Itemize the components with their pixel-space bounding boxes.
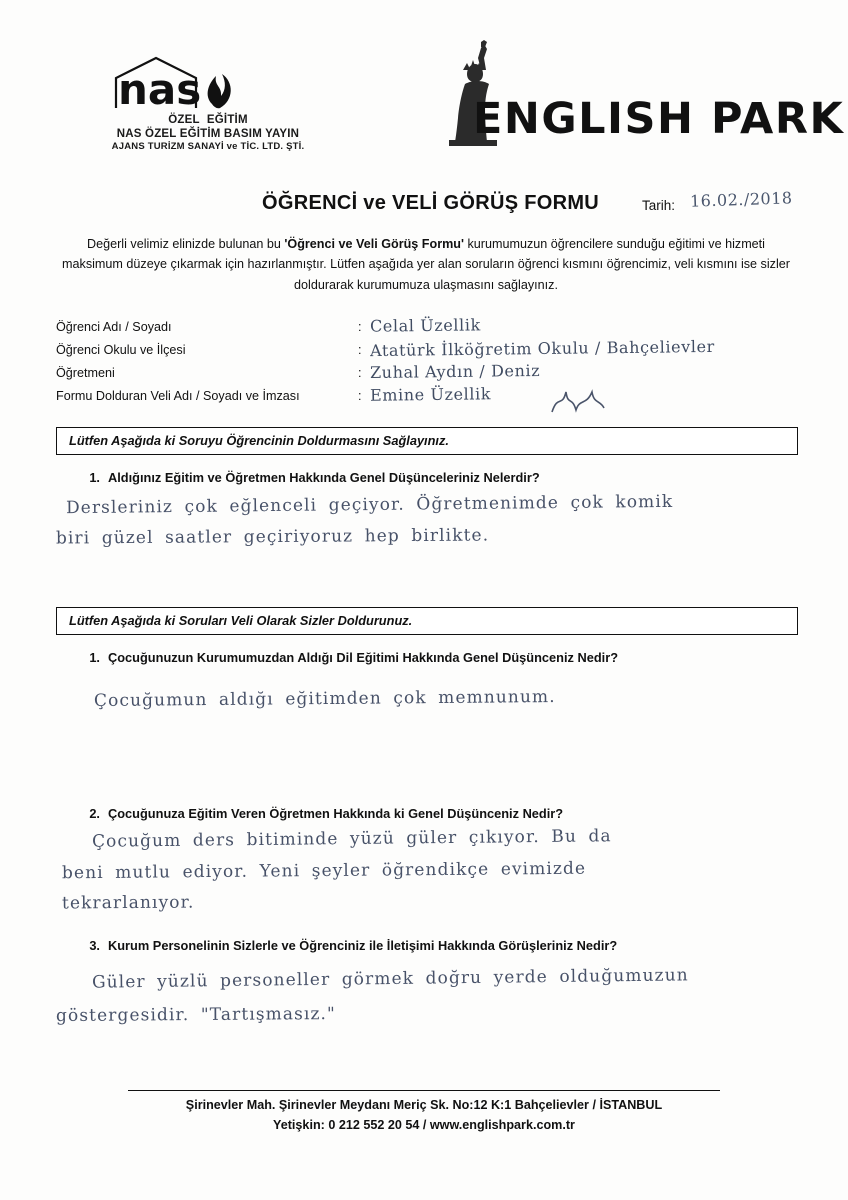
answer-parent-2-line-3: tekrarlanıyor. bbox=[61, 892, 195, 914]
footer-divider bbox=[128, 1090, 720, 1091]
date-label: Tarih: bbox=[642, 198, 676, 213]
answer-parent-2-line-2: beni mutlu ediyor. Yeni şeyler öğrendikçe evimizde bbox=[61, 858, 587, 884]
document-header bbox=[0, 42, 848, 172]
title-row bbox=[0, 188, 848, 226]
question-text: Kurum Personelinin Sizlerle ve Öğrenciniz ile İletişimi Hakkında Görüşleriniz Nedir? bbox=[108, 938, 618, 953]
answer-parent-2-line-1: Çocuğum ders bitiminde yüzü güler çıkıyor. Bu da bbox=[91, 826, 612, 852]
field-row bbox=[56, 384, 796, 408]
field-label-parent: Formu Dolduran Veli Adı / Soyadı ve İmzası bbox=[56, 389, 300, 403]
nas-logo bbox=[88, 52, 328, 152]
english-park-wordmark: ENGLISH PARK bbox=[473, 94, 845, 144]
field-row bbox=[56, 315, 796, 339]
field-value-parent: Emine Üzellik bbox=[369, 384, 492, 405]
nas-logo-sub-ozel: ÖZEL bbox=[168, 114, 200, 126]
intro-part-2: kurumumuzun öğrencilere sunduğu eğitimi ve hizmeti maksimum düzeye çıkarmak için hazırlanmıştır. Lütfen aşağıda yer alan soruların öğrenci kısmını öğrencimiz, veli kısmını ise sizler doldurarak kurumumuza ulaşmasını sağlayınız. bbox=[62, 237, 790, 292]
field-label-teacher: Öğretmeni bbox=[56, 366, 115, 380]
field-label-student-school: Öğrenci Okulu ve İlçesi bbox=[56, 343, 186, 357]
section-bar-student-label: Lütfen Aşağıda ki Soruyu Öğrencinin Doldurmasını Sağlayınız. bbox=[69, 433, 449, 448]
footer-contact: Yetişkin: 0 212 552 20 54 / www.englishpark.com.tr bbox=[273, 1118, 575, 1132]
field-row bbox=[56, 360, 796, 385]
field-row bbox=[56, 336, 796, 362]
question-text: Aldığınız Eğitim ve Öğretmen Hakkında Genel Düşünceleriniz Nelerdir? bbox=[108, 470, 540, 485]
english-park-logo bbox=[415, 42, 845, 172]
date-value-handwritten: 16.02./2018 bbox=[689, 188, 793, 211]
answer-student-1-line-1: Dersleriniz çok eğlenceli geçiyor. Öğretmenimde çok komik bbox=[65, 491, 674, 519]
field-value-teacher: Zuhal Aydın / Deniz bbox=[369, 360, 541, 383]
nas-company-line-1: NAS ÖZEL EĞİTİM BASIM YAYIN bbox=[116, 128, 300, 140]
question-number: 1. bbox=[89, 470, 100, 485]
answer-parent-3-line-1: Güler yüzlü personeller görmek doğru yerde olduğumuzun bbox=[91, 965, 689, 993]
field-label-student-name: Öğrenci Adı / Soyadı bbox=[56, 320, 172, 334]
question-number: 2. bbox=[89, 806, 100, 821]
parent-signature bbox=[548, 386, 608, 416]
page-title: ÖĞRENCİ ve VELİ GÖRÜŞ FORMU bbox=[262, 192, 600, 214]
nas-house-flame-icon bbox=[108, 52, 308, 118]
question-text: Çocuğunuzun Kurumumuzdan Aldığı Dil Eğitimi Hakkında Genel Düşünceniz Nedir? bbox=[108, 650, 619, 665]
field-colon: : bbox=[358, 343, 362, 357]
student-info-fields bbox=[56, 315, 796, 410]
intro-paragraph bbox=[56, 234, 796, 295]
question-number: 1. bbox=[89, 650, 100, 665]
section-bar-student bbox=[56, 427, 798, 455]
intro-bold: 'Öğrenci ve Veli Görüş Formu' bbox=[284, 237, 464, 251]
answer-student-1-line-2: biri güzel saatler geçiriyoruz hep birlikte. bbox=[55, 525, 490, 549]
svg-text:nas: nas bbox=[118, 65, 202, 114]
field-colon: : bbox=[358, 366, 362, 380]
field-value-student-school: Atatürk İlköğretim Okulu / Bahçelievler bbox=[369, 336, 715, 361]
section-bar-parent bbox=[56, 607, 798, 635]
field-value-student-name: Celal Üzellik bbox=[369, 315, 481, 336]
field-colon: : bbox=[358, 389, 362, 403]
section-bar-parent-label: Lütfen Aşağıda ki Soruları Veli Olarak Sizler Doldurunuz. bbox=[69, 613, 413, 628]
nas-logo-sub-egitim: EĞİTİM bbox=[206, 114, 248, 126]
answer-parent-3-line-2: göstergesidir. "Tartışmasız." bbox=[55, 1004, 337, 1026]
question-number: 3. bbox=[89, 938, 100, 953]
nas-logo-mark bbox=[108, 52, 308, 118]
intro-part-1: Değerli velimiz elinizde bulunan bu bbox=[87, 237, 285, 251]
answer-parent-1-line-1: Çocuğumun aldığı eğitimden çok memnunum. bbox=[93, 686, 556, 712]
nas-company-line-2: AJANS TURİZM SANAYİ ve TİC. LTD. ŞTİ. bbox=[111, 141, 305, 152]
footer-address: Şirinevler Mah. Şirinevler Meydanı Meriç Sk. No:12 K:1 Bahçelievler / İSTANBUL bbox=[185, 1098, 663, 1112]
field-colon: : bbox=[358, 320, 362, 334]
question-text: Çocuğunuza Eğitim Veren Öğretmen Hakkında ki Genel Düşünceniz Nedir? bbox=[108, 806, 564, 821]
